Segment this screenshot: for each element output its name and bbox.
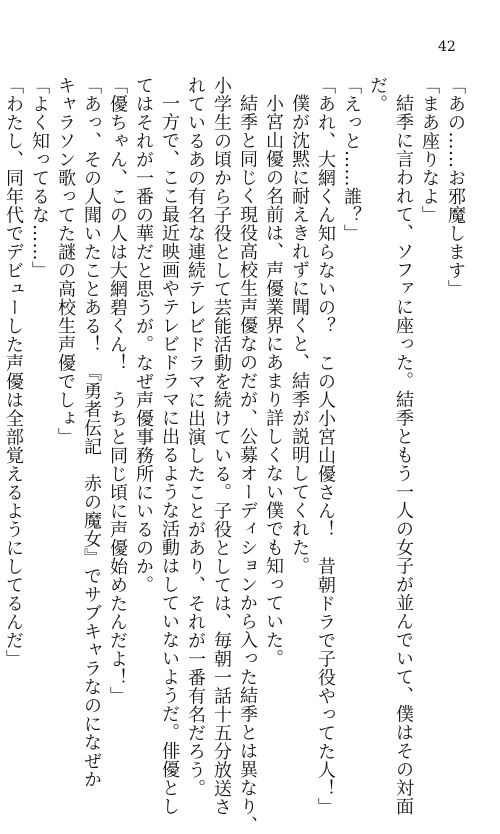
text-line: 結季と同じく現役高校生声優なのだが、公募オーディションから入った結季とは異なり、: [237, 94, 258, 834]
text-line: 「あっ、その人聞いたことある！ 『勇者伝記 赤の魔女』でサブキャラなのになぜか: [81, 76, 102, 789]
text-line: 小宮山優の名前は、声優業界にあまり詳しくない僕でも知っていた。: [263, 94, 284, 668]
text-line: 結季に言われて、ソファに座った。結季ともう一人の女子が並んでいて、僕はその対面: [393, 94, 414, 816]
text-line: 「あれ、大網くん知らないの？ この人小宮山優さん！ 昔朝ドラで子役やってた人！」: [315, 76, 336, 816]
text-line: 「わたし、同年代でデビューした声優は全部覚えるようにしてるんだ」: [3, 76, 24, 668]
text-line: 小学生の頃から子役として芸能活動を続けている。子役としては、毎朝一話十五分放送さ: [211, 76, 232, 816]
text-line: てはそれが一番の華だと思うが。なぜ声優事務所にいるのか。: [133, 76, 154, 594]
text-line: れているあの有名な連続テレビドラマに出演したことがあり、それが一番有名だろう。: [185, 76, 206, 798]
text-line: 「よく知ってるな……」: [29, 76, 50, 280]
text-line: だ。: [367, 76, 388, 113]
text-line: 僕が沈黙に耐えきれずに聞くと、結季が説明してくれた。: [289, 94, 310, 575]
page-number: 42: [438, 39, 456, 55]
novel-text-block: [3, 76, 468, 834]
text-line: 一方で、ここ最近映画やテレビドラマに出るような活動はしていないようだ。俳優とし: [159, 94, 180, 816]
text-line: 「まあ座りなよ」: [419, 76, 440, 224]
text-line: キャラソン歌ってた謎の高校生声優でしょ」: [55, 76, 76, 446]
text-line: 「優ちゃん、この人は大網碧くん！ うちと同じ頃に声優始めたんだよ！」: [107, 76, 128, 705]
text-line: 「あの……お邪魔します」: [445, 76, 466, 298]
text-line: 「えっと……誰？」: [341, 76, 362, 243]
